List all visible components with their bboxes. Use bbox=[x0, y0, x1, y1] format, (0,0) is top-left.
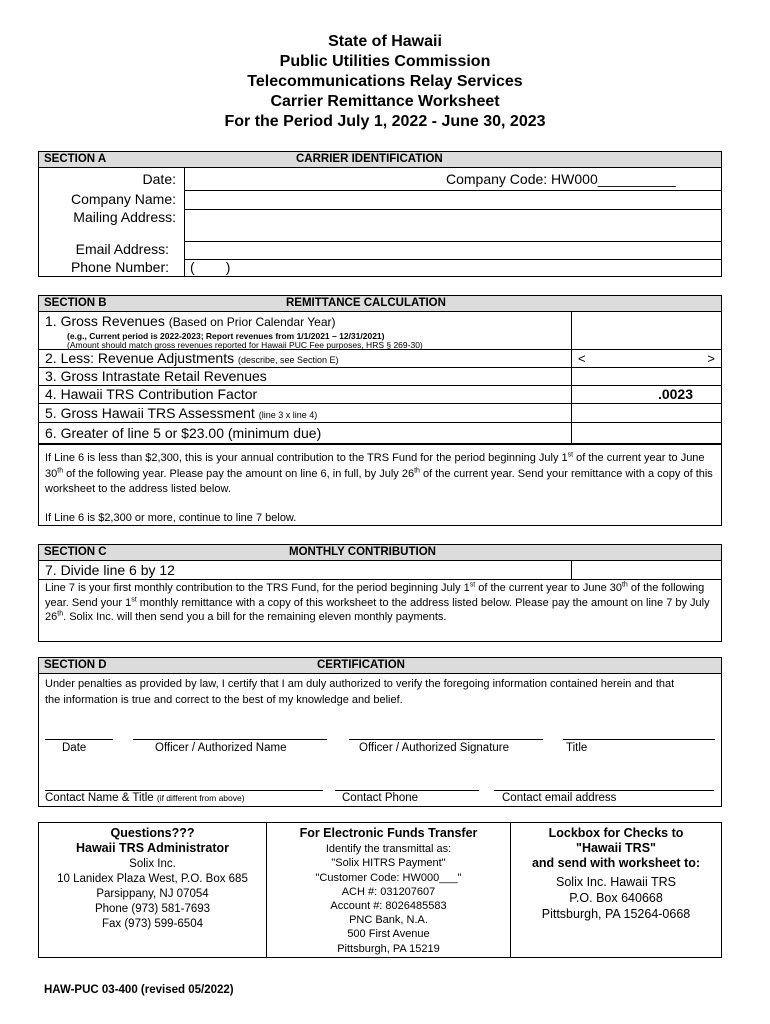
admin-heading-1: Questions??? bbox=[110, 826, 195, 840]
contact-email-caption: Contact email address bbox=[502, 792, 617, 804]
contact-name-line[interactable] bbox=[45, 790, 323, 791]
line-1-subnote-2: (Amount should match gross revenues reported for Hawaii PUC Fee purposes, HRS § 269-30) bbox=[67, 340, 423, 350]
eft-line-3: "Customer Code: HW000___" bbox=[315, 871, 462, 884]
phone-field[interactable]: ( ) bbox=[190, 259, 231, 275]
section-b-note-2: If Line 6 is $2,300 or more, continue to line 7 below. bbox=[45, 512, 297, 524]
line-2-left-bracket: < bbox=[578, 351, 586, 366]
line-7-label: 7. Divide line 6 by 12 bbox=[45, 562, 175, 578]
line-6-label: 6. Greater of line 5 or $23.00 (minimum due) bbox=[45, 425, 322, 441]
admin-line-1: Solix Inc. bbox=[129, 858, 176, 871]
eft-line-5: Account #: 8026485583 bbox=[330, 900, 447, 913]
form-id: HAW-PUC 03-400 (revised 05/2022) bbox=[44, 984, 234, 996]
line-1-subnote-1: (e.g., Current period is 2022-2023; Report revenues from 1/1/2021 – 12/31/2021) bbox=[67, 331, 385, 341]
lockbox-line-2: P.O. Box 640668 bbox=[569, 890, 663, 905]
line-1-value[interactable] bbox=[571, 312, 721, 349]
line-6-row bbox=[39, 423, 721, 445]
company-name-label: Company Name: bbox=[70, 191, 176, 207]
eft-box bbox=[266, 822, 511, 958]
line-3-row bbox=[39, 368, 721, 386]
company-code[interactable]: Company Code: HW000__________ bbox=[446, 171, 676, 187]
eft-line-8: Pittsburgh, PA 15219 bbox=[337, 942, 440, 955]
title-line[interactable] bbox=[563, 739, 715, 740]
section-c-heading: MONTHLY CONTRIBUTION bbox=[289, 546, 436, 558]
lockbox-heading-1: Lockbox for Checks to bbox=[548, 826, 684, 840]
contact-phone-line[interactable] bbox=[335, 790, 479, 791]
admin-phone: Phone (973) 581-7693 bbox=[94, 903, 211, 916]
eft-line-6: PNC Bank, N.A. bbox=[349, 914, 428, 927]
form-title bbox=[0, 32, 770, 132]
administrator-box bbox=[38, 822, 267, 958]
section-b-note: If Line 6 is less than $2,300, this is your annual contribution to the TRS Fund for the period beginning July 1st of the current year to June 30th of the following year. Please pay the amount on line 6, in full, by July 26th of the current year. Send your remittance with a copy of this worksheet to the address listed below. bbox=[45, 451, 713, 495]
section-b bbox=[38, 295, 722, 526]
section-d-label: SECTION D bbox=[44, 659, 107, 671]
line-3-value[interactable] bbox=[571, 368, 721, 385]
title-line-4: Carrier Remittance Worksheet bbox=[270, 93, 500, 110]
section-a-header bbox=[39, 152, 721, 168]
line-4-value-cell bbox=[571, 386, 721, 403]
section-d-heading: CERTIFICATION bbox=[317, 659, 405, 671]
phone-label: Phone Number: bbox=[70, 259, 169, 275]
section-a bbox=[38, 151, 722, 277]
eft-line-2: "Solix HITRS Payment" bbox=[331, 857, 446, 870]
title-line-5: For the Period July 1, 2022 - June 30, 2023 bbox=[224, 113, 546, 130]
line-2-label: 2. Less: Revenue Adjustments bbox=[45, 350, 235, 366]
section-c-header bbox=[39, 545, 721, 561]
section-a-label: SECTION A bbox=[44, 153, 107, 165]
lockbox-box bbox=[510, 822, 722, 958]
eft-line-1: Identify the transmittal as: bbox=[325, 843, 452, 856]
section-a-heading: CARRIER IDENTIFICATION bbox=[296, 153, 443, 165]
line-1-note: (Based on Prior Calendar Year) bbox=[168, 315, 336, 329]
line-4-value: .0023 bbox=[657, 386, 693, 402]
date-label: Date: bbox=[142, 171, 176, 187]
officer-name-caption: Officer / Authorized Name bbox=[155, 742, 287, 754]
line-2-note: (describe, see Section E) bbox=[238, 355, 339, 365]
eft-line-7: 500 First Avenue bbox=[347, 928, 430, 941]
line-5-row bbox=[39, 404, 721, 423]
eft-heading: For Electronic Funds Transfer bbox=[299, 826, 478, 840]
certification-statement: Under penalties as provided by law, I certify that I am duly authorized to verify the foregoing information contained herein and that the information is true and correct to the best of my knowledge and belief. bbox=[45, 678, 675, 706]
eft-line-4: ACH #: 031207607 bbox=[341, 885, 436, 898]
section-d bbox=[38, 657, 722, 807]
title-line-2: Public Utilities Commission bbox=[279, 53, 491, 70]
line-1-row bbox=[39, 312, 721, 350]
section-c-label: SECTION C bbox=[44, 546, 107, 558]
line-7-value[interactable] bbox=[571, 561, 721, 579]
line-3-label: 3. Gross Intrastate Retail Revenues bbox=[45, 368, 267, 384]
title-line-1: State of Hawaii bbox=[328, 33, 442, 50]
lockbox-line-1: Solix Inc. Hawaii TRS bbox=[556, 874, 676, 889]
mailing-address-label: Mailing Address: bbox=[73, 209, 176, 225]
lockbox-heading-2: "Hawaii TRS" bbox=[576, 841, 656, 856]
officer-signature-line[interactable] bbox=[349, 739, 543, 740]
officer-signature-caption: Officer / Authorized Signature bbox=[359, 742, 510, 754]
title-line-3: Telecommunications Relay Services bbox=[247, 73, 523, 90]
contact-email-line[interactable] bbox=[494, 790, 714, 791]
line-5-note: (line 3 x line 4) bbox=[258, 410, 318, 420]
title-caption: Title bbox=[566, 742, 588, 754]
date-caption: Date bbox=[62, 742, 87, 754]
line-1-label: 1. Gross Revenues bbox=[45, 313, 165, 329]
section-b-label: SECTION B bbox=[44, 297, 107, 309]
line-2-right-bracket: > bbox=[707, 351, 715, 366]
section-b-header bbox=[39, 296, 721, 312]
date-signature-line[interactable] bbox=[45, 739, 113, 740]
lockbox-heading-3: and send with worksheet to: bbox=[531, 856, 701, 871]
section-c bbox=[38, 544, 722, 642]
lockbox-line-3: Pittsburgh, PA 15264-0668 bbox=[541, 906, 691, 921]
line-6-value[interactable] bbox=[571, 423, 721, 443]
admin-line-3: Parsippany, NJ 07054 bbox=[96, 888, 209, 901]
admin-line-2: 10 Lanidex Plaza West, P.O. Box 685 bbox=[57, 873, 248, 886]
email-label: Email Address: bbox=[75, 241, 169, 257]
line-5-value[interactable] bbox=[571, 404, 721, 422]
section-b-heading: REMITTANCE CALCULATION bbox=[286, 297, 446, 309]
line-4-label: 4. Hawaii TRS Contribution Factor bbox=[45, 386, 258, 402]
line-7-row bbox=[39, 561, 721, 580]
line-2-value[interactable] bbox=[571, 350, 721, 367]
contact-phone-caption: Contact Phone bbox=[342, 792, 419, 804]
officer-name-line[interactable] bbox=[133, 739, 327, 740]
line-5-label: 5. Gross Hawaii TRS Assessment bbox=[45, 405, 255, 421]
admin-heading-2: Hawaii TRS Administrator bbox=[75, 841, 230, 856]
contact-name-caption: Contact Name & Title (if different from above) bbox=[45, 792, 245, 804]
admin-fax: Fax (973) 599-6504 bbox=[101, 918, 203, 931]
section-c-note: Line 7 is your first monthly contribution to the TRS Fund, for the period beginning July 1st of the current year to June 30th of the following year. Send your 1st monthly remittance with a copy of this worksheet to the address listed below. Please pay the amount on line 7 by July 26th. Solix Inc. will then send you a bill for the remaining eleven monthly payments. bbox=[45, 581, 710, 623]
line-4-row bbox=[39, 386, 721, 404]
section-d-header bbox=[39, 658, 721, 674]
line-2-row bbox=[39, 350, 721, 368]
